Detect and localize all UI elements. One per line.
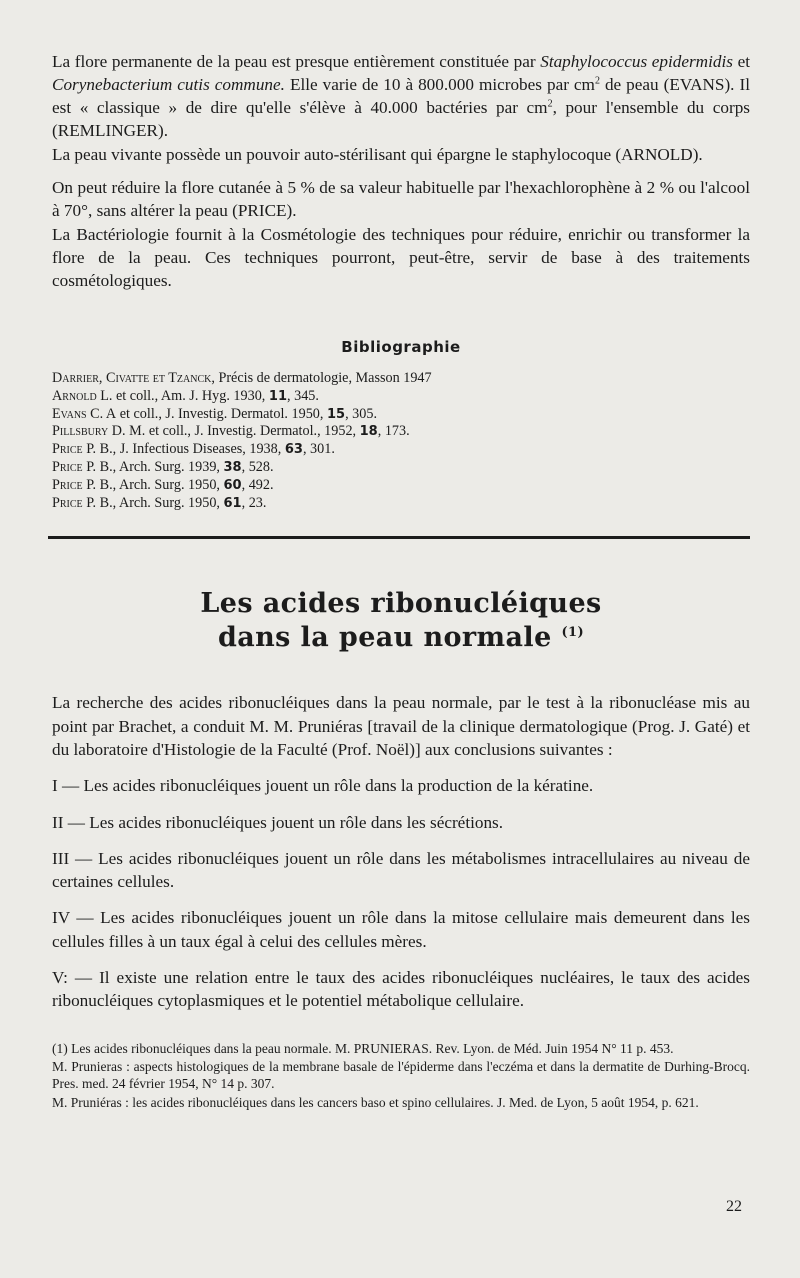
bibliography-entry	[52, 388, 750, 406]
bibliography-entry	[52, 423, 750, 441]
article-title-line2: dans la peau normale	[217, 622, 552, 654]
footnote: M. Pruniéras : les acides ribonucléiques dans les cancers baso et spino cellulaires. J. Med. de Lyon, 5 août 1954, p. 621.	[52, 1095, 699, 1111]
bibliography-source: et coll., J. Investig. Dermatol. 1950,	[116, 405, 327, 422]
article-title-line1: Les acides ribonucléiques	[200, 588, 602, 620]
bibliography-entry	[52, 459, 750, 477]
superscript: 2	[547, 98, 553, 110]
species-name: Corynebacterium cutis commune.	[52, 75, 285, 94]
bibliography-author: Price P. B.,	[52, 441, 117, 458]
page-content	[52, 50, 750, 1112]
bibliography-source: Précis de dermatologie, Masson 1947	[214, 370, 432, 386]
bibliography-volume: 15	[326, 406, 346, 422]
bibliography-pages: , 23.	[241, 494, 267, 511]
article-title	[52, 587, 750, 655]
conclusion-item: V: — Il existe une relation entre le taux des acides ribonucléiques nucléaires, le taux des acides ribonucléiques cytoplasmiques et le potentiel métabolique cellulaire.	[52, 968, 750, 1011]
bibliography-pages: , 345.	[287, 387, 319, 404]
page-number: 22	[726, 1198, 742, 1215]
bibliography-author: Evans C. A	[52, 405, 117, 422]
bibliography-author: Price P. B.,	[52, 458, 117, 475]
conclusion-item: III — Les acides ribonucléiques jouent un rôle dans les métabolismes intracellulaires au niveau de certaines cellules.	[52, 848, 750, 892]
bibliography-entry	[52, 477, 750, 495]
bibliography-author: Arnold L.	[52, 387, 113, 404]
footnote-reference: (1)	[561, 625, 585, 641]
conclusion-item: IV — Les acides ribonucléiques jouent un rôle dans la mitose cellulaire mais demeurent dans les cellules filles à un taux égal à celui des cellules mères.	[52, 908, 750, 951]
intro-paragraph-sterilizing: La peau vivante possède un pouvoir auto-stérilisant qui épargne le staphylocoque (ARNOLD).	[52, 145, 703, 164]
text-span: La flore permanente de la peau est presque entièrement constituée par	[52, 52, 541, 71]
bibliography-source: Arch. Surg. 1939,	[116, 458, 224, 475]
text-span: , pour l'ensemble du corps (REMLINGER).	[52, 98, 750, 140]
bibliography-source: et coll., Am. J. Hyg. 1930,	[112, 387, 269, 404]
bibliography-pages: , 301.	[302, 441, 335, 458]
bibliography-pages: , 173.	[377, 423, 410, 440]
conclusion-item: I — Les acides ribonucléiques jouent un rôle dans la production de la kératine.	[52, 776, 594, 796]
bibliography-source: Arch. Surg. 1950,	[116, 476, 224, 493]
species-name: Staphylococcus epidermidis	[540, 52, 733, 71]
bibliography-author: Price P. B.,	[52, 494, 117, 511]
intro-paragraph-reduction: On peut réduire la flore cutanée à 5 % de sa valeur habituelle par l'hexachlorophène à 2 % ou l'alcool à 70°, sans altérer la peau (PRICE).	[52, 178, 750, 220]
bibliography-volume: 61	[223, 495, 242, 511]
text-span: de peau (EVANS). Il est « classique » de dire qu'elle s'élève à 40.000 bactéries par cm	[52, 75, 750, 117]
bibliography-pages: , 492.	[241, 476, 274, 493]
bibliography-entry	[52, 495, 750, 513]
footnote: (1) Les acides ribonucléiques dans la peau normale. M. PRUNIERAS. Rev. Lyon. de Méd. Juin 1954 N° 11 p. 453.	[52, 1040, 674, 1056]
bibliography-volume: 60	[223, 477, 242, 493]
footnotes	[52, 1041, 750, 1112]
conclusion-item: II — Les acides ribonucléiques jouent un rôle dans les sécrétions.	[52, 812, 504, 832]
bibliography-entry	[52, 441, 750, 459]
bibliography-source: J. Infectious Diseases, 1938,	[116, 441, 285, 458]
bibliography-entry	[52, 370, 750, 388]
text-span: et	[732, 52, 750, 71]
bibliography-volume: 63	[284, 442, 303, 458]
bibliography-list	[52, 370, 750, 512]
intro-paragraph-flora	[52, 50, 750, 142]
footnote: M. Prunieras : aspects histologiques de la membrane basale de l'épiderme dans l'eczéma et dans la dermatite de Durhing-Brocq. Pres. med. 24 février 1954, N° 14 p. 307.	[52, 1059, 750, 1092]
bibliography-source: et coll., J. Investig. Dermatol., 1952,	[145, 423, 360, 440]
bibliography-pages: , 305.	[345, 405, 377, 422]
section-divider	[48, 536, 750, 539]
article-intro: La recherche des acides ribonucléiques dans la peau normale, par le test à la ribonucléase mis au point par Brachet, a conduit M. M. Pruniéras [travail de la clinique dermatologique (Prog. J. Gaté) et du laboratoire d'Histologie de la Faculté (Prof. Noël)] aux conclusions suivantes :	[52, 693, 750, 759]
intro-paragraph-bacteriology: La Bactériologie fournit à la Cosmétologie des techniques pour réduire, enrichir ou transformer la flore de la peau. Ces techniques pourront, peut-être, servir de base à des traitements cosmétologiques.	[52, 225, 750, 290]
bibliography-author: Price P. B.,	[52, 476, 117, 493]
text-span: Elle varie de 10 à 800.000 microbes par cm	[284, 75, 595, 94]
bibliography-pages: , 528.	[241, 458, 274, 475]
bibliography-author: Darrier, Civatte et Tzanck,	[52, 370, 215, 386]
article-body	[52, 691, 750, 1012]
bibliography-volume: 38	[223, 459, 242, 475]
bibliography-source: Arch. Surg. 1950,	[116, 494, 224, 511]
bibliography-volume: 18	[359, 424, 378, 440]
bibliography-volume: 11	[268, 388, 287, 404]
bibliography-entry	[52, 406, 750, 424]
intro-section	[52, 50, 750, 292]
bibliography-author: Pillsbury D. M.	[52, 423, 146, 440]
bibliography-title: Bibliographie	[341, 338, 461, 356]
superscript: 2	[594, 75, 600, 87]
